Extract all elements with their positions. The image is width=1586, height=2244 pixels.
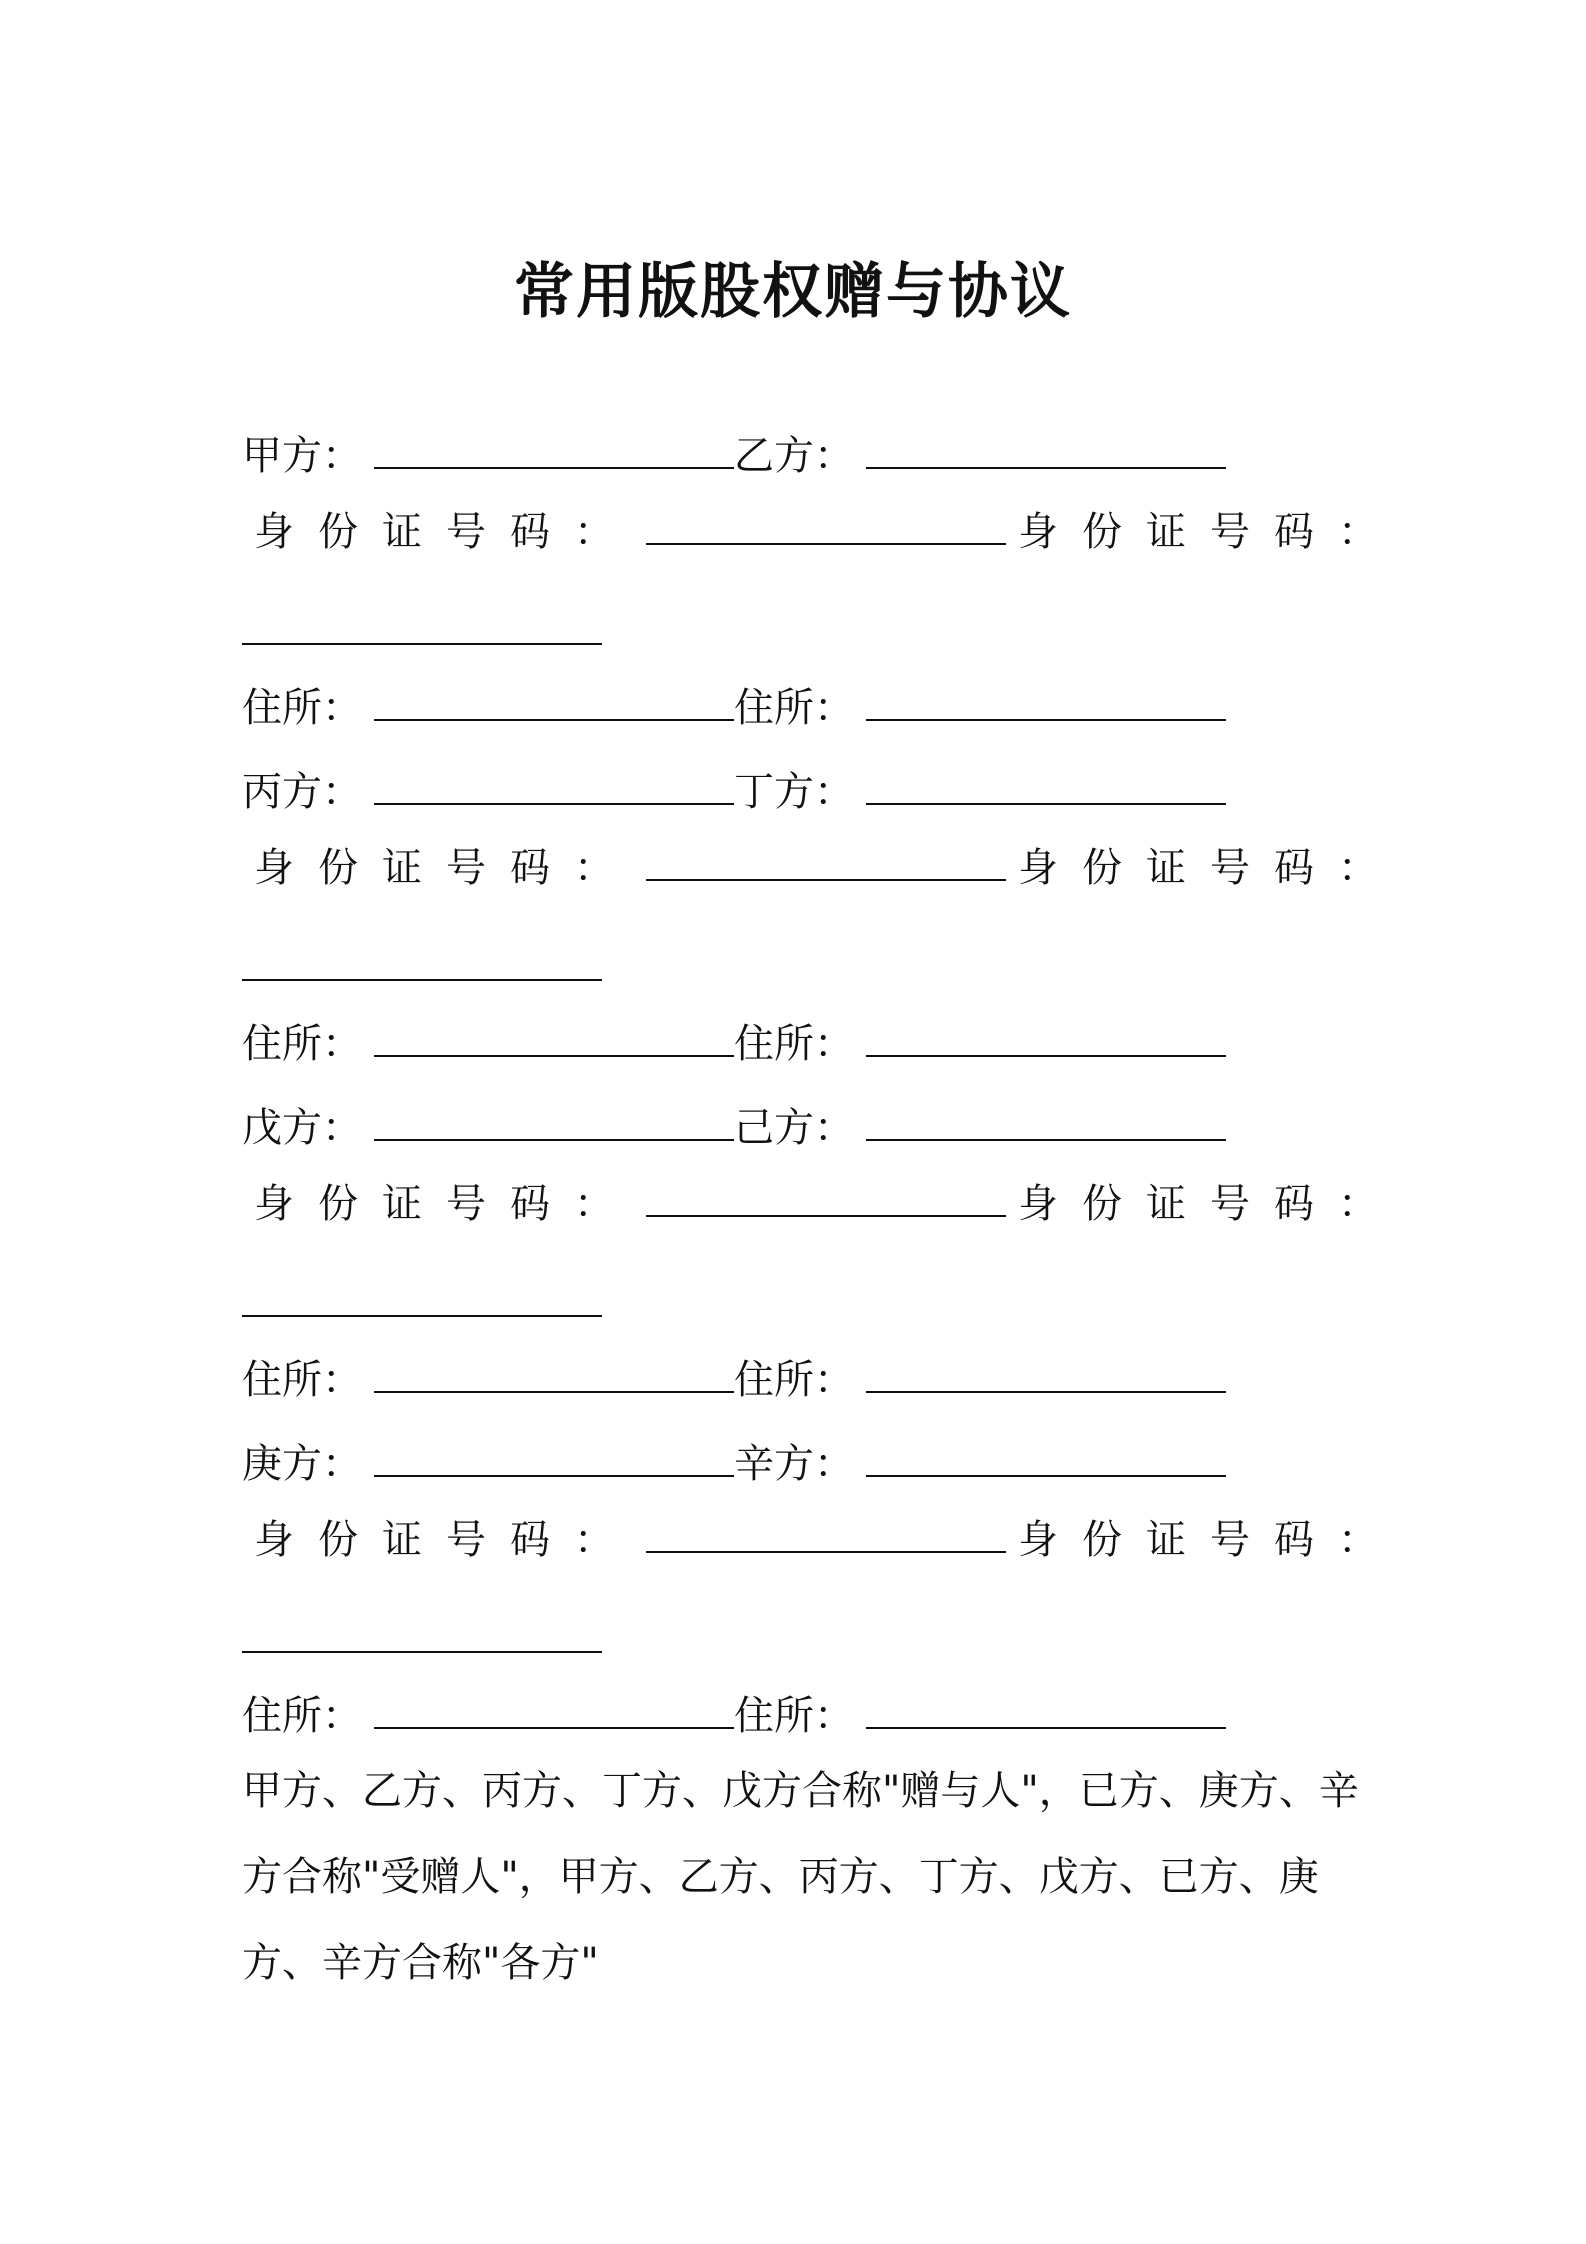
id-char: 码 bbox=[1274, 845, 1314, 891]
party-row bbox=[242, 1436, 734, 1492]
address-row bbox=[242, 1352, 734, 1408]
id-continuation-row bbox=[242, 940, 602, 996]
blank-field[interactable] bbox=[866, 1107, 1226, 1141]
blank-field[interactable] bbox=[866, 1359, 1226, 1393]
id-char: 份 bbox=[318, 1517, 358, 1563]
party-label-left: 戊方： bbox=[242, 1105, 362, 1151]
blank-field[interactable] bbox=[866, 687, 1226, 721]
id-char: 身 bbox=[254, 1181, 294, 1227]
id-char: 证 bbox=[1146, 509, 1186, 555]
blank-field[interactable] bbox=[374, 687, 734, 721]
id-char: 份 bbox=[1082, 1181, 1122, 1227]
id-char: 证 bbox=[382, 1181, 422, 1227]
party-label-left: 丙方： bbox=[242, 769, 362, 815]
id-char: 份 bbox=[318, 1181, 358, 1227]
id-char: 份 bbox=[1082, 509, 1122, 555]
blank-field[interactable] bbox=[374, 1023, 734, 1057]
address-label: 住所： bbox=[242, 1693, 362, 1739]
id-char: 号 bbox=[446, 845, 486, 891]
address-label: 住所： bbox=[734, 685, 854, 731]
id-char: 证 bbox=[382, 845, 422, 891]
id-char: 码 bbox=[510, 509, 550, 555]
blank-field[interactable] bbox=[374, 771, 734, 805]
party-label-right: 辛方： bbox=[734, 1441, 854, 1487]
id-char: 证 bbox=[1146, 845, 1186, 891]
blank-field[interactable] bbox=[242, 611, 602, 645]
address-label: 住所： bbox=[242, 1021, 362, 1067]
id-char: 份 bbox=[318, 509, 358, 555]
id-char: 份 bbox=[1082, 845, 1122, 891]
blank-field[interactable] bbox=[374, 1695, 734, 1729]
id-char: 身 bbox=[1018, 509, 1058, 555]
party-label-right: 乙方： bbox=[734, 433, 854, 479]
address-label: 住所： bbox=[242, 685, 362, 731]
party-row-right bbox=[734, 1436, 1226, 1492]
party-label-left: 庚方： bbox=[242, 1441, 362, 1487]
id-char: 证 bbox=[382, 509, 422, 555]
id-char: 号 bbox=[1210, 845, 1250, 891]
id-char: 身 bbox=[1018, 1517, 1058, 1563]
blank-field[interactable] bbox=[866, 435, 1226, 469]
address-row bbox=[242, 680, 734, 736]
id-char: 证 bbox=[382, 1517, 422, 1563]
id-continuation-row bbox=[242, 1276, 602, 1332]
party-label-right: 丁方： bbox=[734, 769, 854, 815]
blank-field[interactable] bbox=[646, 1519, 1006, 1553]
address-row bbox=[242, 1016, 734, 1072]
blank-field[interactable] bbox=[866, 1023, 1226, 1057]
id-char: 身 bbox=[1018, 845, 1058, 891]
blank-field[interactable] bbox=[866, 1443, 1226, 1477]
party-row-right bbox=[734, 1100, 1226, 1156]
blank-field[interactable] bbox=[866, 1695, 1226, 1729]
address-label: 住所： bbox=[734, 1357, 854, 1403]
address-row-right bbox=[734, 1352, 1226, 1408]
id-char: ： bbox=[1338, 1181, 1378, 1227]
id-char: 码 bbox=[510, 1181, 550, 1227]
blank-field[interactable] bbox=[242, 1619, 602, 1653]
blank-field[interactable] bbox=[646, 847, 1006, 881]
id-char: 码 bbox=[1274, 509, 1314, 555]
id-char: 份 bbox=[1082, 1517, 1122, 1563]
id-char: ： bbox=[574, 509, 614, 555]
address-label: 住所： bbox=[734, 1693, 854, 1739]
id-char: 份 bbox=[318, 845, 358, 891]
id-continuation-row bbox=[242, 1612, 602, 1668]
id-char: 证 bbox=[1146, 1517, 1186, 1563]
id-row bbox=[242, 840, 1390, 896]
party-row-right bbox=[734, 428, 1226, 484]
party-row bbox=[242, 1100, 734, 1156]
id-char: 号 bbox=[446, 509, 486, 555]
id-char: 号 bbox=[446, 1517, 486, 1563]
id-char: 码 bbox=[510, 845, 550, 891]
party-label-left: 甲方： bbox=[242, 433, 362, 479]
party-row bbox=[242, 764, 734, 820]
party-row-right bbox=[734, 764, 1226, 820]
address-row bbox=[242, 1688, 734, 1744]
id-continuation-row bbox=[242, 604, 602, 660]
id-char: 身 bbox=[1018, 1181, 1058, 1227]
address-row-right bbox=[734, 1688, 1226, 1744]
id-row bbox=[242, 1176, 1390, 1232]
address-row-right bbox=[734, 1016, 1226, 1072]
blank-field[interactable] bbox=[646, 511, 1006, 545]
blank-field[interactable] bbox=[646, 1183, 1006, 1217]
blank-field[interactable] bbox=[374, 1443, 734, 1477]
id-char: ： bbox=[1338, 509, 1378, 555]
id-char: 身 bbox=[254, 845, 294, 891]
party-row bbox=[242, 428, 734, 484]
id-char: ： bbox=[1338, 845, 1378, 891]
id-char: 身 bbox=[254, 509, 294, 555]
document-title: 常用版股权赠与协议 bbox=[514, 257, 1072, 327]
address-label: 住所： bbox=[242, 1357, 362, 1403]
id-char: 码 bbox=[510, 1517, 550, 1563]
blank-field[interactable] bbox=[374, 435, 734, 469]
id-char: 号 bbox=[1210, 1517, 1250, 1563]
parties-paragraph: 甲方、乙方、丙方、丁方、戊方合称"赠与人"，已方、庚方、辛方合称"受赠人"，甲方、乙方、丙方、丁方、戊方、已方、庚方、辛方合称"各方" bbox=[242, 1768, 1359, 1986]
id-char: 证 bbox=[1146, 1181, 1186, 1227]
id-char: 身 bbox=[254, 1517, 294, 1563]
id-char: 号 bbox=[446, 1181, 486, 1227]
id-char: 码 bbox=[1274, 1181, 1314, 1227]
id-char: ： bbox=[1338, 1517, 1378, 1563]
id-row bbox=[242, 504, 1390, 560]
address-label: 住所： bbox=[734, 1021, 854, 1067]
address-row-right bbox=[734, 680, 1226, 736]
blank-field[interactable] bbox=[374, 1359, 734, 1393]
blank-field[interactable] bbox=[374, 1107, 734, 1141]
id-char: ： bbox=[574, 845, 614, 891]
party-label-right: 己方： bbox=[734, 1105, 854, 1151]
blank-field[interactable] bbox=[866, 771, 1226, 805]
id-char: 码 bbox=[1274, 1517, 1314, 1563]
id-char: ： bbox=[574, 1517, 614, 1563]
id-char: 号 bbox=[1210, 1181, 1250, 1227]
blank-field[interactable] bbox=[242, 1283, 602, 1317]
blank-field[interactable] bbox=[242, 947, 602, 981]
id-char: ： bbox=[574, 1181, 614, 1227]
id-char: 号 bbox=[1210, 509, 1250, 555]
id-row bbox=[242, 1512, 1390, 1568]
